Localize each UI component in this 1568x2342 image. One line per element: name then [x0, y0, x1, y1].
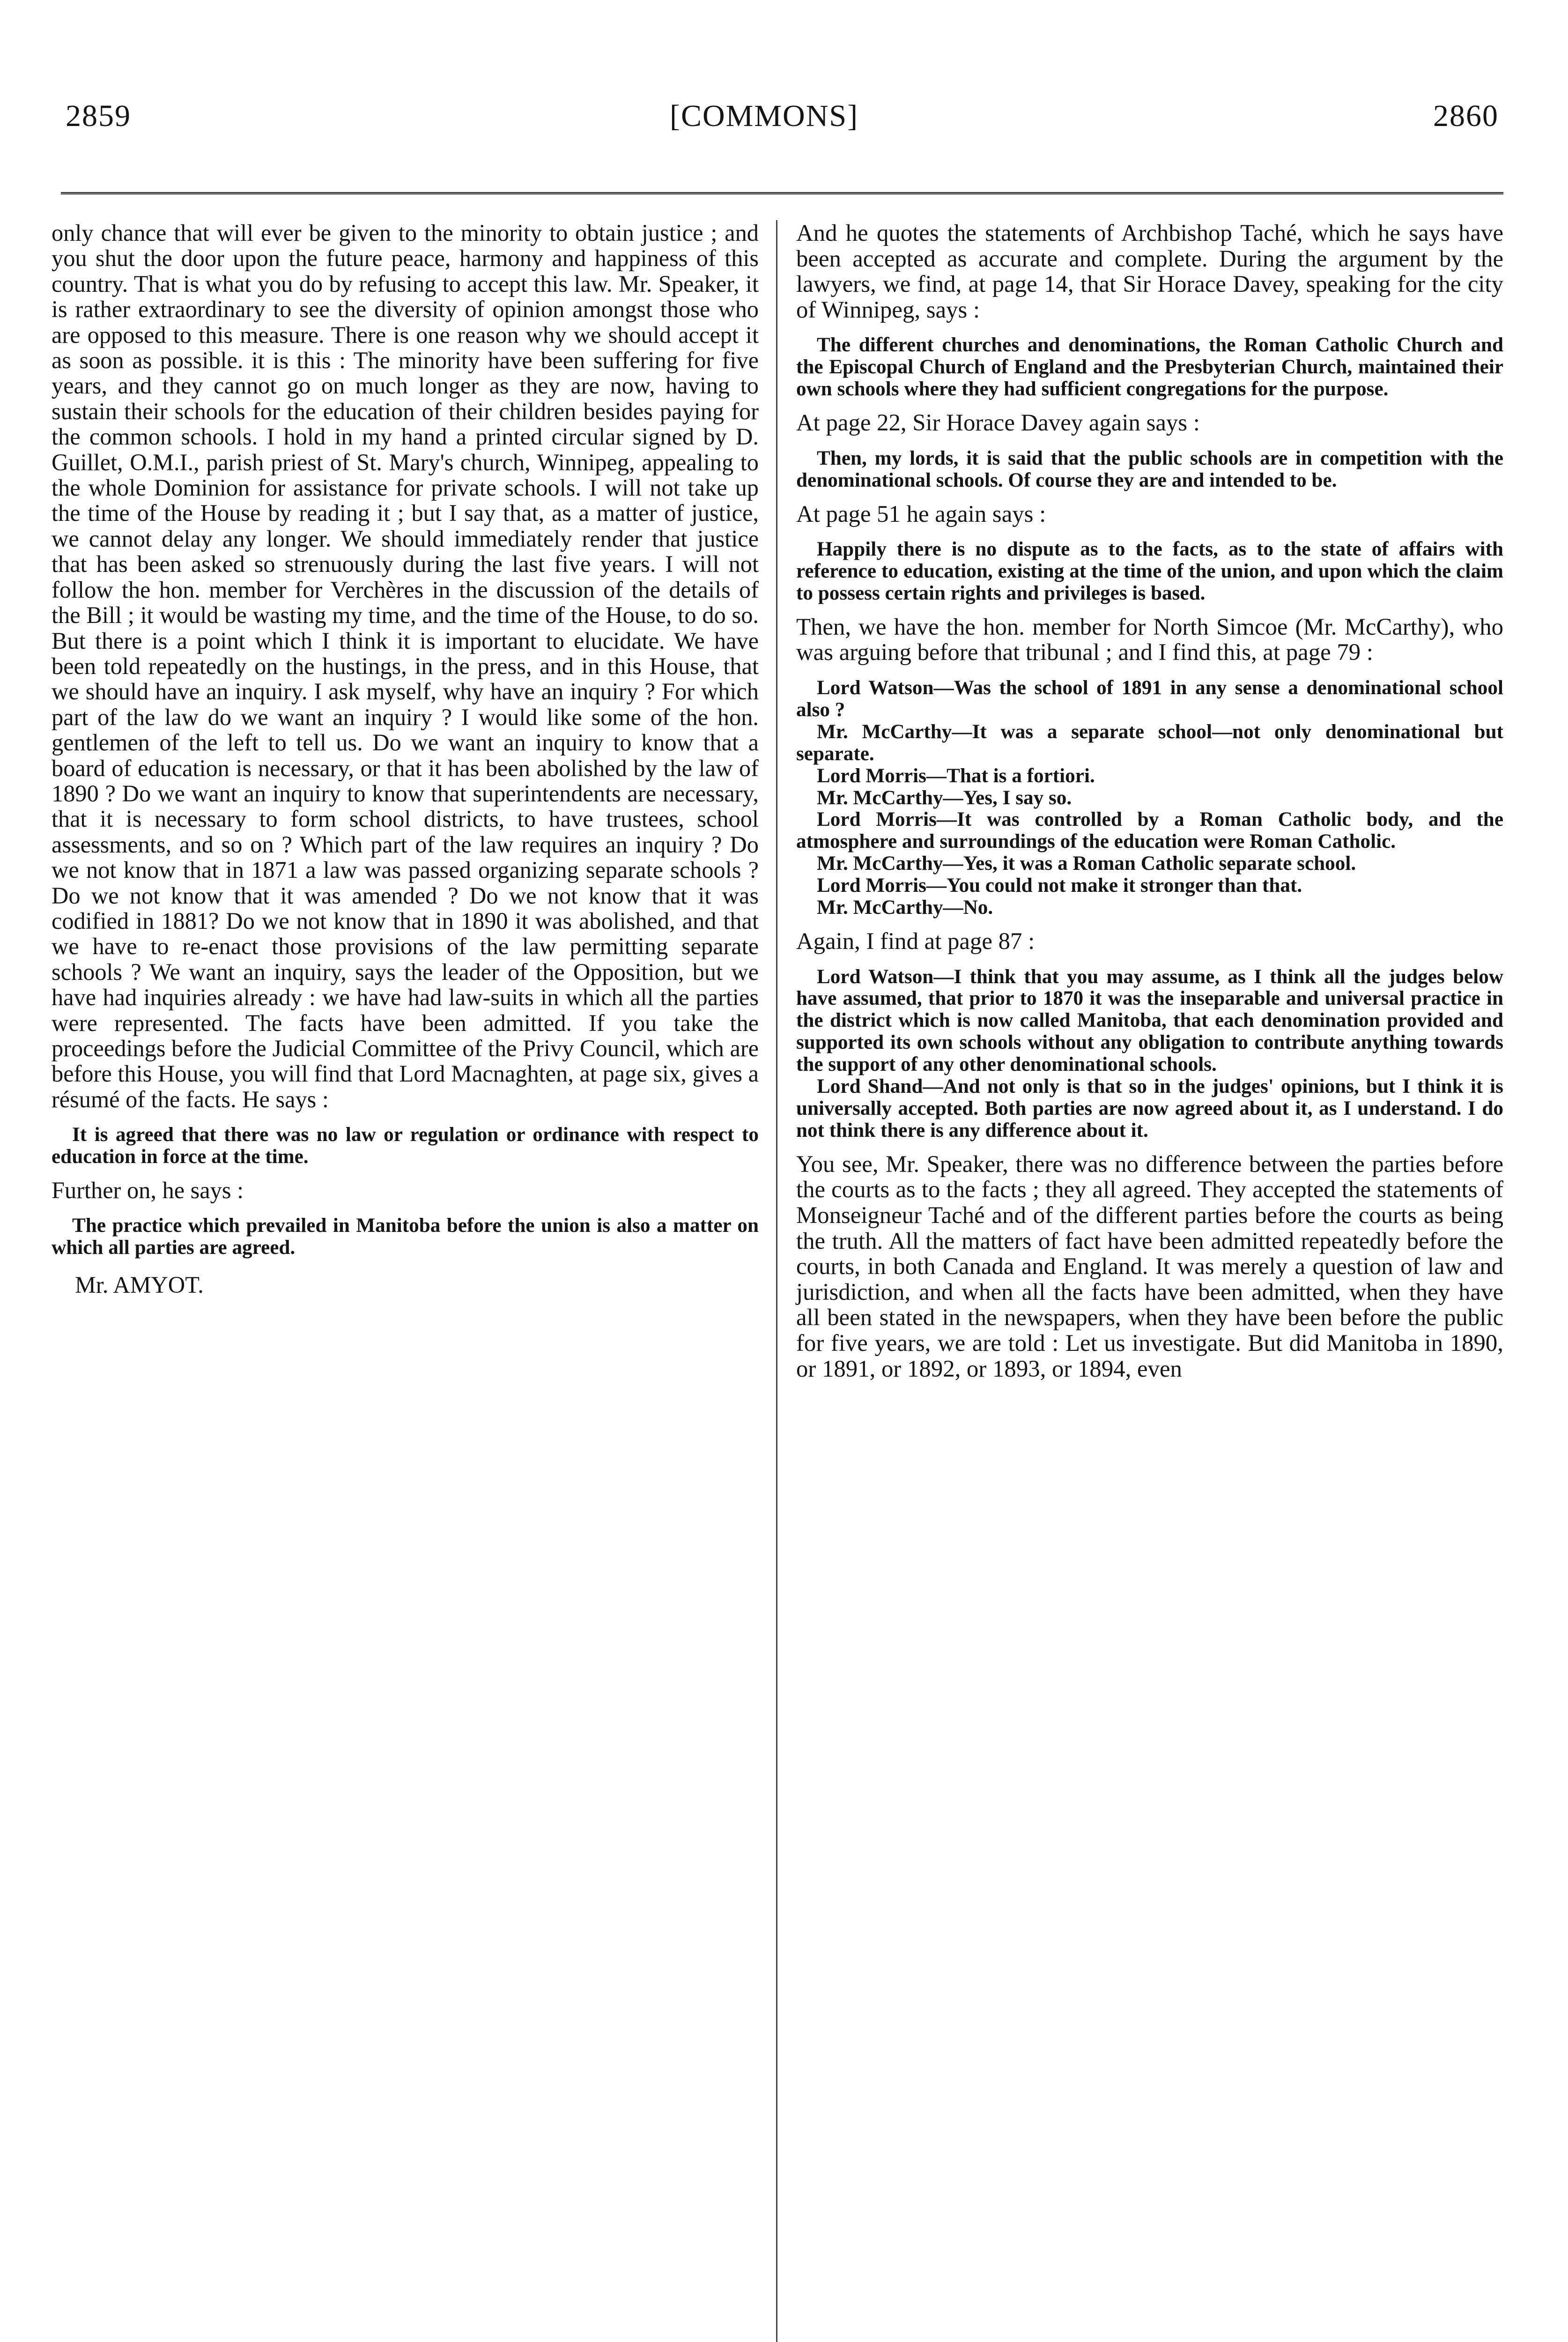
- right-quote-1: The different churches and denominations, the Roman Catholic Church and the Episcopal Church of England and the Presbyterian Church, maintained their own schools where they had sufficient congregations for the purpose.: [796, 334, 1503, 400]
- right-paragraph-2: At page 22, Sir Horace Davey again says :: [796, 409, 1200, 436]
- speaker-name: Mr. AMYOT.: [75, 1272, 204, 1298]
- dialogue-line: Lord Shand—And not only is that so in the judges' opinions, but I think it is universally accepted. Both parties are now agreed about it, as I understand. I do not think there is any difference about it.: [796, 1075, 1503, 1141]
- right-quote-2: Then, my lords, it is said that the public schools are in competition with the denominational schools. Of course they are and intended to be.: [796, 447, 1503, 491]
- right-paragraph-5: Again, I find at page 87 :: [796, 927, 1035, 954]
- right-column: [796, 220, 1503, 1381]
- column-divider: [776, 220, 777, 2342]
- dialogue-line: Mr. McCarthy—No.: [817, 897, 993, 919]
- right-paragraph-6: You see, Mr. Speaker, there was no difference between the parties before the courts as to the facts ; they all agreed. They accepted the statements of Monseigneur Taché and of the different parties before the courts as being the truth. All the matters of fact have been admitted repeatedly before the courts, in both Canada and England. It was merely a question of law and jurisdiction, and when all the facts have been admitted, when they have all been stated in the newspapers, when they have been before the public for five years, we are told : Let us investigate. But did Manitoba in 1890, or 1891, or 1892, or 1893, or 1894, even: [796, 1150, 1503, 1382]
- left-column: [52, 220, 759, 1298]
- page-header: [66, 98, 1499, 155]
- right-paragraph-4: Then, we have the hon. member for North Simcoe (Mr. McCarthy), who was arguing before that tribunal ; and I find this, at page 79 :: [796, 613, 1503, 666]
- dialogue-line: Lord Watson—Was the school of 1891 in any sense a denominational school also ?: [796, 677, 1503, 721]
- left-paragraph-2: Further on, he says :: [52, 1177, 244, 1204]
- page-number-right: 2860: [1433, 99, 1499, 133]
- dialogue-line: Lord Morris—That is a fortiori.: [817, 764, 1095, 787]
- dialogue-page-87: [796, 966, 1503, 1142]
- dialogue-line: Mr. McCarthy—Yes, I say so.: [817, 786, 1072, 809]
- right-paragraph-1: And he quotes the statements of Archbishop Taché, which he says have been accepted as accurate and complete. During the argument by the lawyers, we find, at page 14, that Sir Horace Davey, speaking for the city of Winnipeg, says :: [796, 220, 1503, 323]
- right-paragraph-3: At page 51 he again says :: [796, 500, 1046, 527]
- right-quote-3: Happily there is no dispute as to the facts, as to the state of affairs with reference to education, existing at the time of the union, and upon which the claim to possess certain rights and privileges is based.: [796, 538, 1503, 604]
- running-title: [COMMONS]: [670, 99, 859, 133]
- dialogue-line: Lord Morris—It was controlled by a Roman Catholic body, and the atmosphere and surroundings of the education were Roman Catholic.: [796, 808, 1503, 853]
- dialogue-page-79: [796, 677, 1503, 919]
- header-rule: [61, 192, 1503, 197]
- dialogue-line: Mr. McCarthy—Yes, it was a Roman Catholic separate school.: [817, 852, 1356, 875]
- dialogue-line: Mr. McCarthy—It was a separate school—not only denominational but separate.: [796, 720, 1503, 765]
- left-quote-2: The practice which prevailed in Manitoba before the union is also a matter on which all parties are agreed.: [52, 1215, 759, 1259]
- dialogue-line: Lord Watson—I think that you may assume, as I think all the judges below have assumed, that prior to 1870 it was the inseparable and universal practice in the district which is now called Manitoba, that each denomination provided and supported its own schools without any obligation to contribute anything towards the support of any other denominational schools.: [796, 965, 1503, 1076]
- page-number-left: 2859: [66, 99, 131, 133]
- left-quote-1: It is agreed that there was no law or regulation or ordinance with respect to education in force at the time.: [52, 1124, 759, 1168]
- left-paragraph-1: only chance that will ever be given to the minority to obtain justice ; and you shut the door upon the future peace, harmony and happiness of this country. That is what you do by refusing to accept this law. Mr. Speaker, it is rather extraordinary to see the diversity of opinion amongst those who are opposed to this measure. There is one reason why we should accept it as soon as possible. it is this : The minority have been suffering for five years, and they cannot go on much longer as they are now, having to sustain their schools for the education of their children besides paying for the common schools. I hold in my hand a printed circular signed by D. Guillet, O.M.I., parish priest of St. Mary's church, Winnipeg, appealing to the whole Dominion for assistance for private schools. I will not take up the time of the House by reading it ; but I say that, as a matter of justice, we cannot delay any longer. We should immediately render that justice that has been asked so strenuously during the last five years. I will not follow the hon. member for Verchères in the discussion of the details of the Bill ; it would be wasting my time, and the time of the House, to do so. But there is a point which I think it is important to elucidate. We have been told repeatedly on the hustings, in the press, and in this House, that we should have an inquiry. I ask myself, why have an inquiry ? For which part of the law do we want an inquiry ? I would like some of the hon. gentlemen of the left to tell us. Do we want an inquiry to know that a board of education is necessary, or that it has been abolished by the law of 1890 ? Do we want an inquiry to know that superintendents are necessary, that it is necessary to form school districts, to have trustees, school assessments, and so on ? Which part of the law requires an inquiry ? Do we not know that in 1871 a law was passed organizing separate schools ? Do we not know that it was amended ? Do we not know that it was codified in 1881? Do we not know that in 1890 it was abolished, and that we have to re-enact those provisions of the law permitting separate schools ? We want an inquiry, says the leader of the Opposition, but we have had inquiries already : we have had law-suits in which all the parties were represented. The facts have been admitted. If you take the proceedings before the Judicial Committee of the Privy Council, which are before this House, you will find that Lord Macnaghten, at page six, gives a résumé of the facts. He says :: [52, 220, 759, 1112]
- dialogue-line: Lord Morris—You could not make it stronger than that.: [817, 875, 1302, 897]
